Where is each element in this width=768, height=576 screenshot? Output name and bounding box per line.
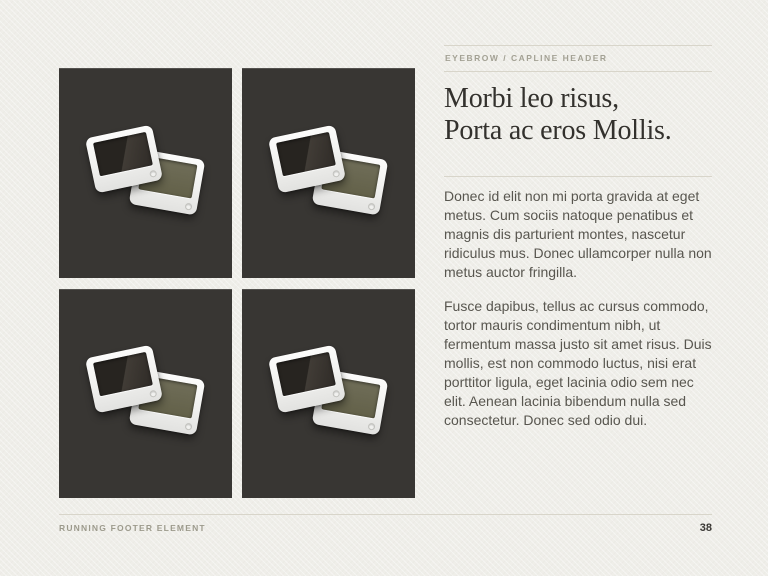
image-placeholder-tile [242,68,415,278]
front-slide-photo [276,352,336,396]
eyebrow-label: EYEBROW / CAPLINE HEADER [445,53,608,63]
photo-slides-icon [272,346,386,440]
headline-divider-rule [444,176,712,177]
body-paragraph-1: Donec id elit non mi porta gravida at eget metus. Cum sociis natoque penatibus et magnis dis parturient montes, nascetur ridiculus mus. Donec ullamcorper nulla non metus auctor fringilla. [444,188,712,280]
slide-hole-ring [149,169,157,177]
slide-hole-ring [332,390,340,398]
slide-hole-ring [332,169,340,177]
body-copy [444,187,712,430]
headline-line-2: Porta ac eros Mollis. [444,115,672,146]
text-column [444,45,712,430]
body-paragraph-2: Fusce dapibus, tellus ac cursus commodo, tortor mauris condimentum nibh, ut fermentum massa justo sit amet risus. Duis mollis, est non commodo luctus, nisi erat porttitor ligula, eget lacinia odio sem nec elit. Aenean lacinia bibendum nulla sed consectetur. Donec sed odio dui. [444,298,712,428]
image-placeholder-tile [59,68,232,278]
slide-hole-ring [367,423,375,431]
image-placeholder-tile [59,289,232,499]
headline [444,83,712,147]
photo-slides-icon [272,126,386,220]
image-placeholder-tile [242,289,415,499]
slide-hole-ring [184,423,192,431]
page-number: 38 [699,522,712,534]
slide-hole-ring [184,202,192,210]
footer-label: RUNNING FOOTER ELEMENT [59,523,206,533]
photo-slides-icon [89,346,203,440]
front-slide-photo [93,352,153,396]
image-gallery-grid [59,68,415,498]
eyebrow-band [444,45,712,72]
slide-hole-ring [149,390,157,398]
photo-slides-icon [89,126,203,220]
headline-line-1: Morbi leo risus, [444,83,619,114]
front-slide-photo [276,132,336,176]
front-slide-photo [93,132,153,176]
slide-hole-ring [367,202,375,210]
running-footer [59,514,712,534]
